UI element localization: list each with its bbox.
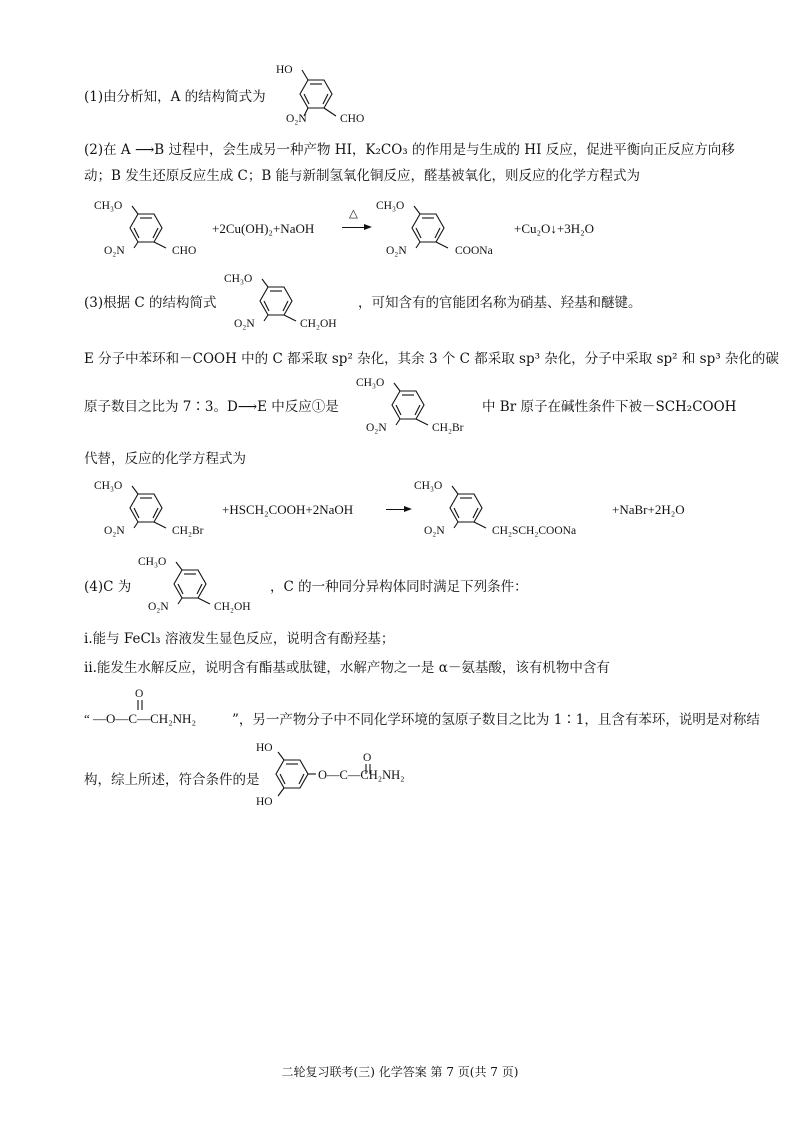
label-o2n: O₂N <box>148 601 169 613</box>
text-part3: (3)根据 C 的结构简式 <box>84 295 217 311</box>
page-footer: 二轮复习联考(三) 化学答案 第 7 页(共 7 页) <box>281 1065 519 1079</box>
label-carbonyl-o: O <box>135 688 144 700</box>
text-part5: 代替，反应的化学方程式为 <box>84 451 246 467</box>
text-part10: 构，综上所述，符合条件的是 <box>84 772 260 788</box>
label-ho: HO <box>276 64 293 76</box>
label-ch3o: CH₃O <box>138 556 167 568</box>
label-ch3o: CH₃O <box>94 200 123 212</box>
text-part6b: ，C 的一种同分异构体同时满足下列条件： <box>270 579 528 595</box>
text-part7: ⅰ.能与 FeCl₃ 溶液发生显色反应，说明含有酚羟基； <box>84 631 395 647</box>
text-part3b: ，可知含有的官能团名称为硝基、羟基和醚键。 <box>358 295 642 311</box>
label-ho: HO <box>256 796 273 808</box>
label-o2n: O₂N <box>104 525 125 537</box>
label-coona: COONa <box>455 245 493 257</box>
benzene-ring <box>126 212 176 252</box>
text-part9: ”，另一产物分子中不同化学环境的氢原子数目之比为 1∶1，且含有苯环，说明是对称结 <box>232 712 760 728</box>
reaction-arrow <box>386 509 406 510</box>
label-ch2oh: CH₂OH <box>300 318 337 330</box>
products: +NaBr+2H₂O <box>612 502 685 517</box>
text-part4b: 原子数目之比为 7∶3。D⟶E 中反应①是 <box>84 399 339 415</box>
text-part2b: 动；B 发生还原反应生成 C；B 能与新制氢氧化铜反应，醛基被氧化，则反应的化学方程式为 <box>84 168 641 184</box>
text-part6: (4)C 为 <box>84 579 132 595</box>
text-part8: ⅱ.能发生水解反应，说明含有酯基或肽键，水解产物之一是 α－氨基酸，该有机物中含有 <box>84 660 610 676</box>
label-o2n: O₂N <box>104 245 125 257</box>
label-ch3o: CH₃O <box>414 480 443 492</box>
reaction-arrow <box>342 227 366 228</box>
text-part4a: E 分子中苯环和－COOH 中的 C 都采取 sp² 杂化，其余 3 个 C 都采取 sp³ 杂化，分子中采取 sp² 和 sp³ 杂化的碳 <box>84 351 779 367</box>
text-part1: (1)由分析知，A 的结构简式为 <box>84 89 266 105</box>
label-o2n: O₂N <box>386 245 407 257</box>
benzene-ring <box>126 492 176 532</box>
label-ester-chain: O—C—CH₂NH₂ <box>318 768 405 782</box>
benzene-ring <box>296 78 346 118</box>
label-ch2br: CH₂Br <box>432 422 464 434</box>
heat-symbol: △ <box>349 208 358 220</box>
label-o2n: O₂N <box>366 422 387 434</box>
label-o2n: O₂N <box>286 113 307 125</box>
benzene-ring <box>408 212 458 252</box>
label-ch3o: CH₃O <box>356 377 385 389</box>
benzene-ring <box>256 285 306 325</box>
label-o2n: O₂N <box>424 525 445 537</box>
benzene-ring <box>388 389 438 429</box>
text-part2a: (2)在 A ⟶B 过程中，会生成另一种产物 HI，K₂CO₃ 的作用是与生成的 HI 反应，促进平衡向正反应方向移 <box>84 142 735 158</box>
label-cho: CHO <box>172 245 197 257</box>
label-ch2br: CH₂Br <box>172 525 204 537</box>
label-ch2sch2coona: CH₂SCH₂COONa <box>492 525 577 537</box>
text-part4c: 中 Br 原子在碱性条件下被－SCH₂COOH <box>482 399 737 415</box>
label-ch3o: CH₃O <box>94 480 123 492</box>
benzene-ring <box>446 492 496 532</box>
label-ho: HO <box>256 742 273 754</box>
products: +Cu₂O↓+3H₂O <box>514 221 595 236</box>
label-ch2oh: CH₂OH <box>214 601 251 613</box>
arrowhead <box>364 224 372 230</box>
reagents: +2Cu(OH)₂+NaOH <box>212 221 315 236</box>
label-fragment: “ —O—C—CH₂NH₂ <box>84 711 196 726</box>
reagents: +HSCH₂COOH+2NaOH <box>222 502 354 517</box>
benzene-ring <box>272 756 322 800</box>
benzene-ring <box>170 568 220 608</box>
label-ch3o: CH₃O <box>224 273 253 285</box>
label-ch3o: CH₃O <box>376 200 405 212</box>
label-o2n: O₂N <box>234 318 255 330</box>
arrowhead <box>404 506 412 512</box>
label-carbonyl-o: O <box>363 752 372 764</box>
label-cho: CHO <box>340 113 365 125</box>
